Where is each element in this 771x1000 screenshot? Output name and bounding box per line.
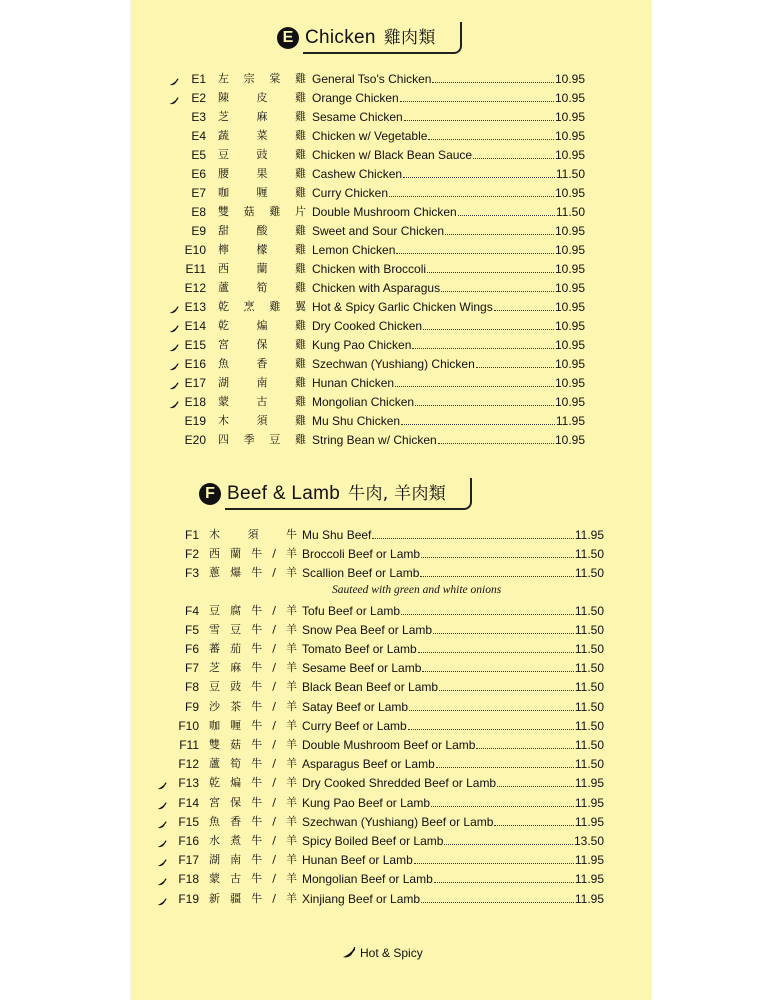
item-price: 10.95 [554, 224, 585, 238]
item-name-cn: 宮 保 雞 [218, 338, 306, 351]
item-name-en-line [302, 851, 604, 869]
dot-leader [372, 527, 573, 539]
item-name-cn: 木 須 牛 [209, 528, 297, 541]
menu-item-row [131, 108, 651, 126]
item-code: E10 [184, 243, 206, 257]
item-name-cn: 雪 豆 牛 / 羊 [209, 622, 297, 636]
dot-leader [445, 223, 554, 235]
item-name-en-line [302, 640, 604, 658]
item-code: F16 [178, 834, 199, 848]
menu-item-row [131, 203, 651, 221]
item-name-cn: 西 蘭 雞 [218, 262, 306, 275]
item-price: 10.95 [554, 281, 585, 295]
item-code: E14 [184, 319, 206, 333]
item-code: F18 [178, 872, 199, 887]
menu-item-row [131, 317, 651, 335]
item-code: E15 [184, 338, 206, 352]
item-name-en: Dry Cooked Shredded Beef or Lamb [302, 776, 497, 791]
item-name-en-line [312, 146, 585, 164]
item-code: E12 [184, 281, 206, 295]
item-code: F3 [184, 566, 199, 581]
item-code: F2 [184, 547, 199, 562]
item-name-en-line [302, 832, 604, 850]
menu-item-row [131, 717, 651, 735]
item-name-en: Double Mushroom Chicken [312, 205, 457, 219]
item-name-en-line [302, 602, 604, 620]
item-name-cn: 豆 腐 牛 / 羊 [209, 603, 297, 617]
item-name-cn: 魚 香 雞 [218, 357, 306, 370]
menu-item-row [131, 412, 651, 430]
item-name-en-line [302, 794, 604, 812]
menu-item-row [131, 127, 651, 145]
item-name-cn: 水 煮 牛 / 羊 [209, 834, 297, 847]
item-price: 11.50 [574, 566, 604, 581]
item-name-en-line [312, 336, 585, 354]
item-name-en: Chicken w/ Vegetable [312, 129, 428, 143]
item-code: E11 [185, 262, 206, 276]
item-code: F1 [184, 528, 199, 542]
item-name-en: Hot & Spicy Garlic Chicken Wings [312, 300, 493, 314]
item-name-cn: 蒙 古 雞 [218, 395, 306, 408]
menu-item-row [131, 184, 651, 202]
item-name-en: Sweet and Sour Chicken [312, 224, 445, 238]
item-name-en-line [312, 108, 585, 126]
dot-leader [427, 261, 554, 273]
item-code: E4 [191, 129, 206, 143]
item-name-cn: 雙 菇 牛 / 羊 [209, 738, 297, 751]
item-code: F14 [178, 795, 199, 810]
dot-leader [389, 185, 554, 197]
item-code: F19 [178, 891, 199, 906]
item-price: 11.50 [574, 699, 604, 714]
item-price: 11.50 [574, 757, 604, 772]
item-name-cn: 乾 煸 雞 [218, 319, 306, 332]
item-name-cn: 腰 果 雞 [218, 167, 306, 180]
item-price: 11.50 [574, 547, 604, 562]
menu-item-row [131, 89, 651, 107]
dot-leader [404, 109, 554, 121]
menu-item-row [131, 374, 651, 392]
item-name-en: Black Bean Beef or Lamb [302, 680, 439, 695]
menu-item-row [131, 165, 651, 183]
item-name-cn: 蒙 古 牛 / 羊 [209, 872, 297, 886]
dot-leader [408, 718, 574, 730]
item-name-cn: 乾 烹 雞 翼 [218, 300, 306, 313]
item-code: F4 [184, 603, 199, 618]
item-name-en-line [302, 717, 604, 735]
item-name-en: Hunan Beef or Lamb [302, 853, 413, 868]
item-name-en-line [302, 678, 604, 696]
item-name-cn: 左 宗 棠 雞 [218, 72, 306, 85]
dot-leader [431, 795, 574, 807]
section-letter-badge: E [277, 27, 299, 49]
item-code: E9 [191, 224, 206, 238]
item-name-en: Scallion Beef or Lamb [302, 566, 420, 581]
dot-leader [395, 375, 554, 387]
item-code: E3 [191, 110, 206, 124]
dot-leader [434, 871, 574, 883]
item-name-en-line [312, 184, 585, 202]
menu-item-row [131, 774, 651, 792]
item-name-en: Spicy Boiled Beef or Lamb [302, 834, 444, 848]
item-name-en: Chicken with Broccoli [312, 262, 427, 276]
item-name-cn: 甜 酸 雞 [218, 224, 306, 237]
menu-item-row [131, 336, 651, 354]
item-name-en-line [312, 431, 585, 449]
item-name-en: Chicken with Asparagus [312, 281, 441, 295]
item-name-en: Kung Pao Beef or Lamb [302, 795, 431, 810]
item-name-cn: 宮 保 牛 / 羊 [209, 795, 297, 809]
item-name-cn: 沙 茶 牛 / 羊 [209, 699, 297, 713]
item-name-en-line [312, 165, 585, 183]
item-price: 11.50 [574, 661, 604, 676]
menu-item-row [131, 564, 651, 582]
item-code: E13 [184, 300, 206, 314]
menu-item-row [131, 241, 651, 259]
dot-leader [476, 356, 554, 368]
dot-leader [444, 833, 573, 845]
item-name-en-line [302, 526, 604, 544]
menu-item-row [131, 698, 651, 716]
item-name-en: Snow Pea Beef or Lamb [302, 622, 433, 637]
item-name-en: Cashew Chicken [312, 167, 403, 181]
item-name-en: Mongolian Chicken [312, 395, 415, 409]
item-name-en: Curry Beef or Lamb [302, 718, 407, 733]
item-name-en: Asparagus Beef or Lamb [302, 757, 435, 772]
item-price: 10.95 [554, 243, 585, 257]
menu-item-row [131, 851, 651, 869]
item-name-cn: 咖 喱 雞 [218, 186, 306, 199]
chili-pepper-icon [342, 947, 356, 959]
item-code: E16 [184, 357, 206, 371]
item-name-en: Curry Chicken [312, 186, 389, 200]
item-name-en: Tofu Beef or Lamb [302, 603, 401, 618]
item-price: 11.95 [574, 853, 604, 868]
dot-leader [494, 814, 573, 826]
item-name-cn: 蘆 筍 雞 [218, 281, 306, 294]
item-name-en-line [312, 127, 585, 145]
dot-leader [494, 299, 554, 311]
menu-item-row [131, 794, 651, 812]
item-code: F8 [184, 680, 199, 695]
dot-leader [433, 622, 574, 634]
item-name-en-line [312, 241, 585, 259]
item-price: 11.95 [574, 814, 604, 829]
item-price: 10.95 [554, 300, 585, 314]
item-name-en-line [302, 774, 604, 792]
item-price: 10.95 [554, 338, 585, 352]
item-name-cn: 木 須 雞 [218, 414, 306, 427]
item-name-en-line [312, 260, 585, 278]
section-header-chicken [277, 22, 462, 54]
item-code: F12 [178, 757, 199, 772]
item-name-en: Xinjiang Beef or Lamb [302, 891, 421, 906]
item-name-en: String Bean w/ Chicken [312, 433, 437, 447]
item-code: E7 [191, 186, 206, 200]
item-name-en: Broccoli Beef or Lamb [302, 547, 421, 562]
item-name-en: Chicken w/ Black Bean Sauce [312, 148, 473, 162]
item-name-en: Satay Beef or Lamb [302, 699, 409, 714]
dot-leader [421, 546, 574, 558]
menu-item-row [131, 736, 651, 754]
dot-leader [396, 242, 554, 254]
item-code: F13 [178, 776, 199, 791]
menu-page [131, 0, 651, 1000]
item-name-cn: 新 疆 牛 / 羊 [209, 891, 297, 905]
item-name-cn: 蔬 菜 雞 [218, 129, 306, 142]
item-name-cn: 魚 香 牛 / 羊 [209, 814, 297, 828]
item-name-en-line [302, 890, 604, 908]
item-price: 11.50 [574, 603, 604, 618]
item-code: E19 [184, 414, 206, 428]
dot-leader [497, 775, 574, 787]
menu-item-row [131, 279, 651, 297]
menu-item-row [131, 146, 651, 164]
item-price: 11.95 [555, 414, 585, 428]
item-name-en-line [312, 374, 585, 392]
item-code: F17 [178, 853, 199, 868]
dot-leader [458, 204, 555, 216]
item-name-en-line [302, 621, 604, 639]
menu-item-row [131, 260, 651, 278]
menu-item-row [131, 640, 651, 658]
item-price: 10.95 [554, 91, 585, 105]
dot-leader [436, 756, 574, 768]
dot-leader [476, 737, 573, 749]
item-name-en: Hunan Chicken [312, 376, 395, 390]
item-name-en: Sesame Chicken [312, 110, 403, 124]
dot-leader [412, 337, 554, 349]
item-code: F11 [179, 738, 199, 752]
item-price: 11.95 [574, 891, 604, 906]
item-name-en: Lemon Chicken [312, 243, 396, 257]
section-title [225, 478, 472, 510]
dot-leader [409, 699, 574, 711]
dot-leader [438, 432, 554, 444]
item-name-cn: 芝 麻 雞 [218, 110, 306, 123]
item-price: 11.50 [574, 642, 604, 656]
item-code: F6 [184, 642, 199, 656]
item-price: 11.50 [555, 167, 585, 181]
dot-leader [423, 318, 554, 330]
menu-item-row [131, 545, 651, 563]
item-name-cn: 乾 煸 牛 / 羊 [209, 776, 297, 790]
item-code: E5 [191, 148, 206, 162]
item-name-en: Orange Chicken [312, 91, 399, 105]
item-code: E2 [191, 91, 206, 105]
item-name-cn: 蘆 筍 牛 / 羊 [209, 757, 297, 771]
item-price: 10.95 [554, 262, 585, 276]
item-code: F5 [184, 622, 199, 637]
item-name-en-line [312, 222, 585, 240]
item-name-en: Mongolian Beef or Lamb [302, 872, 433, 887]
dot-leader [418, 641, 574, 653]
item-name-en: Double Mushroom Beef or Lamb [302, 738, 476, 752]
item-price: 11.95 [574, 776, 604, 791]
item-price: 13.50 [573, 834, 604, 848]
item-name-cn: 豆 豉 牛 / 羊 [209, 680, 297, 694]
item-name-cn: 咖 喱 牛 / 羊 [209, 718, 297, 732]
dot-leader [420, 565, 573, 577]
menu-item-row [131, 659, 651, 677]
item-price: 10.95 [554, 395, 585, 409]
item-name-en: Kung Pao Chicken [312, 338, 412, 352]
dot-leader [441, 280, 554, 292]
menu-item-row [131, 755, 651, 773]
dot-leader [428, 128, 554, 140]
item-price: 10.95 [554, 110, 585, 124]
section-title-en: Beef & Lamb [227, 483, 341, 504]
section-title-cn: 牛肉, 羊肉類 [348, 484, 447, 504]
menu-item-row [131, 678, 651, 696]
item-code: F10 [178, 718, 199, 733]
dot-leader [422, 660, 573, 672]
dot-leader [401, 413, 555, 425]
item-code: F7 [184, 661, 199, 676]
item-name-cn: 蕃 茄 牛 / 羊 [209, 642, 297, 655]
menu-item-row [131, 298, 651, 316]
item-price: 11.50 [574, 622, 604, 637]
item-name-en: Tomato Beef or Lamb [302, 642, 417, 656]
item-name-en-line [302, 698, 604, 716]
menu-item-row [131, 602, 651, 620]
item-price: 11.50 [574, 738, 604, 752]
dot-leader [414, 852, 574, 864]
item-price: 11.50 [574, 718, 604, 733]
item-price: 10.95 [554, 357, 585, 371]
item-price: 11.50 [574, 680, 604, 695]
item-name-en-line [302, 813, 604, 831]
item-price: 10.95 [554, 376, 585, 390]
dot-leader [473, 147, 554, 159]
item-price: 10.95 [554, 186, 585, 200]
item-code: E8 [191, 205, 206, 219]
item-name-en-line [302, 659, 604, 677]
legend-label: Hot & Spicy [360, 946, 423, 960]
item-name-en: Szechwan (Yushiang) Beef or Lamb [302, 814, 494, 829]
item-name-en-line [302, 564, 604, 582]
menu-item-row [131, 621, 651, 639]
item-name-en-line [302, 755, 604, 773]
item-price: 11.95 [574, 795, 604, 810]
dot-leader [403, 166, 555, 178]
item-name-cn: 湖 南 牛 / 羊 [209, 853, 297, 867]
menu-item-row [131, 70, 651, 88]
section-letter-badge: F [199, 483, 221, 505]
item-name-cn: 雙 菇 雞 片 [218, 205, 306, 218]
dot-leader [415, 394, 554, 406]
item-name-en-line [302, 545, 604, 563]
item-price: 10.95 [554, 319, 585, 333]
item-name-en-line [312, 317, 585, 335]
item-code: F15 [178, 814, 199, 829]
item-name-en: Szechwan (Yushiang) Chicken [312, 357, 475, 371]
item-name-cn: 檸 檬 雞 [218, 243, 306, 256]
item-price: 10.95 [554, 148, 585, 162]
item-code: E18 [184, 395, 206, 409]
item-name-en-line [312, 70, 585, 88]
item-name-en-line [312, 355, 585, 373]
item-name-en-line [312, 393, 585, 411]
item-price: 10.95 [554, 72, 585, 86]
item-name-en: Sesame Beef or Lamb [302, 661, 422, 676]
item-name-en: Dry Cooked Chicken [312, 319, 423, 333]
menu-item-row [131, 870, 651, 888]
item-name-cn: 芝 麻 牛 / 羊 [209, 661, 297, 675]
dot-leader [432, 71, 554, 83]
menu-item-row [131, 355, 651, 373]
section-header-beef-lamb [199, 478, 472, 510]
item-name-en-line [312, 412, 585, 430]
item-code: E1 [191, 72, 206, 86]
section-title-cn: 雞肉類 [383, 28, 436, 48]
menu-item-row [131, 813, 651, 831]
item-name-en-line [302, 870, 604, 888]
spicy-legend [342, 946, 423, 960]
menu-item-row [131, 526, 651, 544]
item-code: E20 [184, 433, 206, 447]
item-name-cn: 西 蘭 牛 / 羊 [209, 547, 297, 561]
item-name-en-line [312, 298, 585, 316]
item-price: 10.95 [554, 433, 585, 447]
item-name-en: Mu Shu Beef [302, 528, 372, 542]
item-code: F9 [184, 699, 199, 714]
menu-item-row [131, 393, 651, 411]
item-name-cn: 蔥 爆 牛 / 羊 [209, 566, 297, 580]
dot-leader [421, 891, 574, 903]
dot-leader [400, 90, 554, 102]
item-name-en-line [312, 279, 585, 297]
item-code: E6 [191, 167, 206, 181]
menu-item-row [131, 832, 651, 850]
menu-item-row [131, 431, 651, 449]
dot-leader [401, 603, 574, 615]
item-name-en-line [312, 89, 585, 107]
menu-item-row [131, 890, 651, 908]
item-price: 10.95 [554, 129, 585, 143]
item-name-en-line [312, 203, 585, 221]
item-name-cn: 湖 南 雞 [218, 376, 306, 389]
item-note: Sauteed with green and white onions [332, 584, 502, 596]
item-name-cn: 四 季 豆 雞 [218, 433, 306, 446]
menu-item-row [131, 222, 651, 240]
item-name-cn: 陳 皮 雞 [218, 91, 306, 104]
section-title [303, 22, 462, 54]
section-title-en: Chicken [305, 27, 376, 48]
item-price: 11.95 [574, 528, 604, 542]
dot-leader [439, 679, 574, 691]
item-price: 11.50 [555, 205, 585, 219]
item-name-en: Mu Shu Chicken [312, 414, 401, 428]
item-name-en-line [302, 736, 604, 754]
item-code: E17 [184, 376, 206, 390]
item-price: 11.95 [574, 872, 604, 887]
item-name-en: General Tso's Chicken [312, 72, 432, 86]
item-name-cn: 豆 豉 雞 [218, 148, 306, 161]
